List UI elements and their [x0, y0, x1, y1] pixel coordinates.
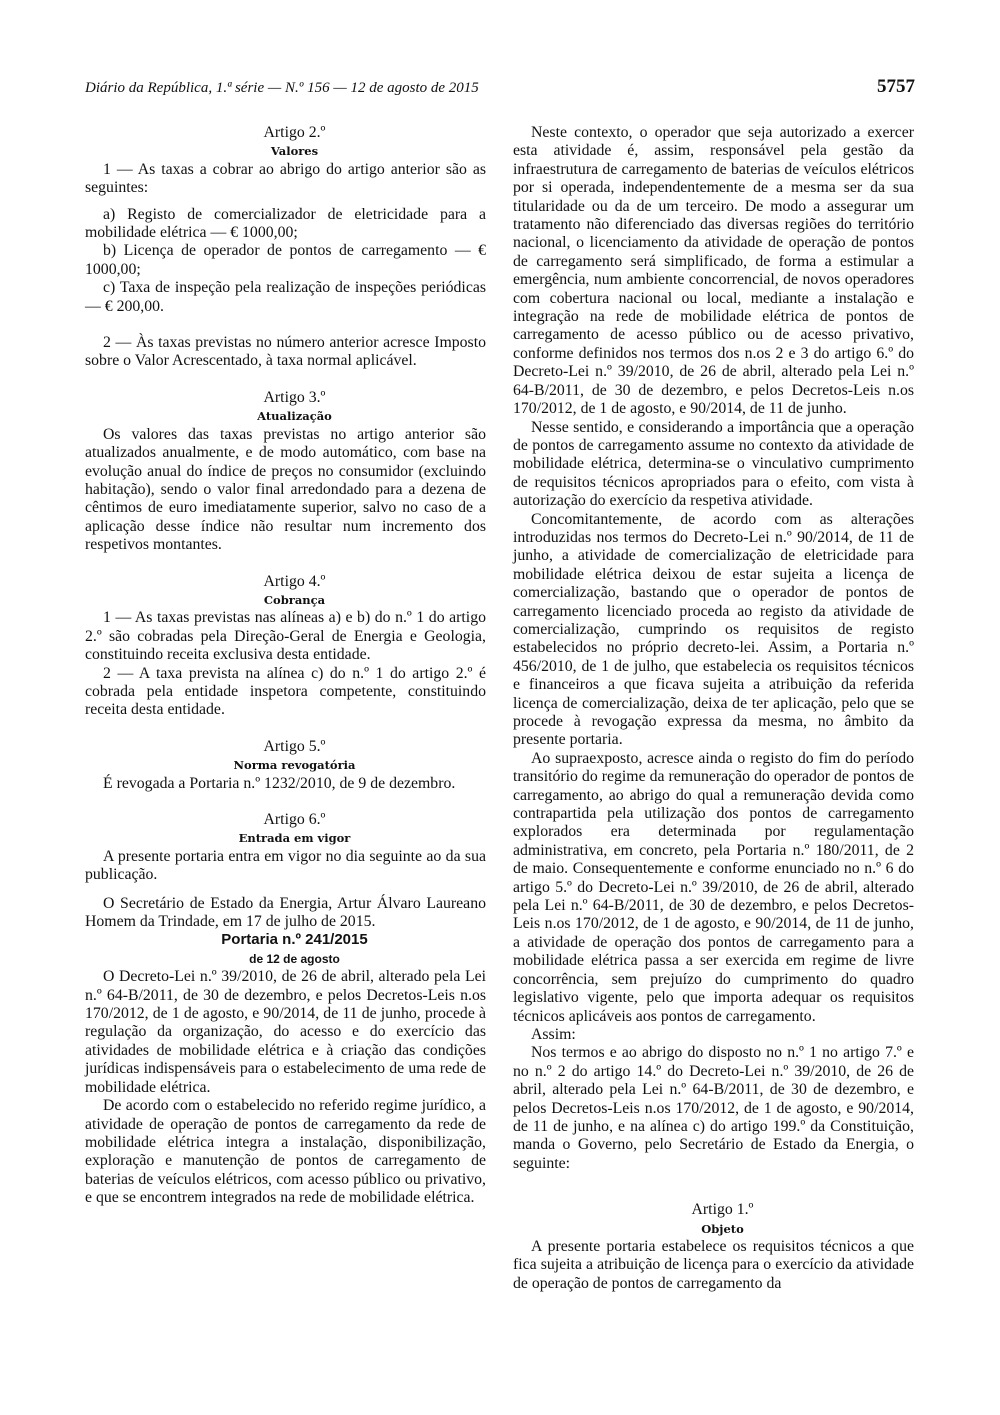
portaria-date: de 12 de agosto — [249, 951, 340, 966]
paragraph: De acordo com o estabelecido no referido regime jurídico, a atividade de operação de pontos de carregamento da rede de mobilidade elétrica integra a instalação, disponibilização, exploração e manutenção de pontos de carregamento de baterias de veículos elétricos, com acesso público ou privativo, e que se encontrem integrados na rede de mobilidade elétrica. — [85, 1097, 486, 1207]
left-column — [85, 124, 486, 1208]
signature-paragraph: O Secretário de Estado da Energia, Artur Álvaro Laureano Homem da Trindade, em 17 de julho de 2015. — [85, 894, 486, 931]
paragraph: Assim: — [531, 1025, 576, 1043]
paragraph: A presente portaria estabelece os requisitos técnicos a que fica sujeita a atribuição de licença para o exercício da atividade de operação de pontos de carregamento da — [513, 1237, 914, 1292]
paragraph: 1 — As taxas previstas nas alíneas a) e b) do n.º 1 do artigo 2.º são cobradas pela Direção-Geral de Energia e Geologia, constituindo receita exclusiva desta entidade. — [85, 609, 486, 664]
article-heading: Artigo 2.º — [263, 124, 326, 141]
page-header — [85, 76, 915, 104]
list-item: b) Licença de operador de pontos de carregamento — € 1000,00; — [85, 242, 486, 278]
article-title: Atualização — [257, 409, 332, 424]
article-heading: Artigo 4.º — [263, 572, 326, 590]
article-heading: Artigo 5.º — [263, 737, 326, 755]
paragraph: É revogada a Portaria n.º 1232/2010, de 9 de dezembro. — [103, 774, 456, 792]
article-title: Valores — [270, 144, 319, 159]
journal-title: Diário da República, 1.ª série — N.º 156 — 12 de agosto de 2015 — [85, 80, 479, 96]
article-heading: Artigo 6.º — [263, 811, 326, 828]
paragraph: O Decreto-Lei n.º 39/2010, de 26 de abril, alterado pela Lei n.º 64-B/2011, de 30 de dezembro, e pelos Decretos-Leis n.os 170/2012, de 1 de agosto, e 90/2014, de 11 de junho, procede à regulação da organização, do acesso e do exercício das atividades de mobilidade elétrica e à criação das condições jurídicas indispensáveis para o estabelecimento de uma rede de mobilidade elétrica. — [85, 968, 486, 1096]
paragraph: Ao supraexposto, acresce ainda o registo do fim do período transitório do regime da remuneração do operador de pontos de carregamento, ao abrigo do qual a remuneração devida como contrapartida pela utilização dos pontos de carregamento explorados era determinada por regulamentação administrativa, em concreto, pela Portaria n.º 180/2011, de 2 de maio. Consequentemente e conforme enunciado no n.º 6 do artigo 5.º do Decreto-Lei n.º 39/2010, de 26 de abril, alterado pela Lei n.º 64-B/2011, de 30 de dezembro, e pelos Decretos-Leis n.os 170/2012, de 1 de agosto, e 90/2014, de 11 de junho, a atividade de operação dos pontos de carregamento para a mobilidade elétrica passa a ser exercida em regime de livre concorrência, sem prejuízo do cumprimento do quadro legislativo vigente, pelo que importa adequar os requisitos técnicos aplicáveis aos pontos de carregamento. — [513, 749, 914, 1025]
article-title: Norma revogatória — [233, 758, 356, 773]
page-number: 5757 — [877, 76, 915, 97]
paragraph: 2 — Às taxas previstas no número anterior acresce Imposto sobre o Valor Acrescentado, à taxa normal aplicável. — [85, 334, 486, 370]
article-heading: Artigo 3.º — [263, 388, 326, 406]
article-title: Objeto — [701, 1221, 744, 1236]
article-heading: Artigo 1.º — [691, 1201, 754, 1219]
paragraph: Concomitantemente, de acordo com as alterações introduzidas nos termos do Decreto-Lei n.º 90/2014, de 11 de junho, a atividade de comercialização de eletricidade para mobilidade elétrica deixou de estar sujeita a licença de comercialização, bastando que o operador de pontos de carregamento licenciado proceda ao registo da atividade de comercialização, cumprindo os requisitos de registo estabelecidos no próprio decreto-lei. Assim, a Portaria n.º 456/2010, de 1 de julho, que estabelecia os requisitos técnicos e financeiros a que ficava sujeita a atribuição da referida licença de comercialização, deixa de ter aplicação, pelo que se procede à revogação expressa da mesma, no âmbito da presente portaria. — [513, 510, 914, 749]
portaria-title: Portaria n.º 241/2015 — [221, 931, 368, 949]
article-title: Cobrança — [263, 592, 326, 607]
paragraph: 1 — As taxas a cobrar ao abrigo do artigo anterior são as seguintes: — [85, 160, 486, 197]
article-title: Entrada em vigor — [238, 831, 351, 846]
paragraph: Os valores das taxas previstas no artigo anterior são atualizados anualmente, e de modo automático, com base na evolução anual do índice de preços no consumidor (excluindo habitação), sendo o valor final arredondado para a dezena de cêntimos de euro imediatamente superior, salvo no caso de a aplicação desse índice não resultar num incremento dos respetivos montantes. — [85, 425, 486, 554]
list-item: c) Taxa de inspeção pela realização de inspeções periódicas — € 200,00. — [85, 279, 486, 315]
paragraph: Nesse sentido, e considerando a importância que a operação de pontos de carregamento assume no contexto da atividade de mobilidade elétrica, determina-se o vinculativo cumprimento de requisitos técnicos apropriados para o efeito, com vista à autorização do exercício da respetiva atividade. — [513, 418, 914, 510]
paragraph: Neste contexto, o operador que seja autorizado a exercer esta atividade é, assim, responsável pela gestão da infraestrutura de carregamento de baterias de veículos elétricos por si operada, independentemente de a mesma ser da sua titularidade ou da de um terceiro. De modo a assegurar um tratamento não diferenciado das diversas regiões do território nacional, o licenciamento da atividade de operação de pontos de carregamento será simplificado, de forma a estimular a emergência, num ambiente concorrencial, de novos operadores com cobertura nacional ou local, mediante a instalação e integração na rede de mobilidade elétrica de pontos de carregamento de acesso público ou de acesso privativo, conforme definidos nos termos dos n.os 2 e 3 do artigo 6.º do Decreto-Lei n.º 39/2010, de 26 de abril, alterado pela Lei n.º 64-B/2011, de 30 de dezembro, e pelos Decretos-Leis n.os 170/2012, de 1 de agosto, e 90/2014, de 11 de junho. — [513, 124, 914, 418]
paragraph: Nos termos e ao abrigo do disposto no n.º 1 no artigo 7.º e no n.º 2 do artigo 14.º do Decreto-Lei n.º 39/2010, de 26 de abril, alterado pela Lei n.º 64-B/2011, de 30 de dezembro, e pelos Decretos-Leis n.os 170/2012, de 1 de agosto, e 90/2014, de 11 de junho, e na alínea c) do artigo 199.º da Constituição, manda o Governo, pelo Secretário de Estado da Energia, o seguinte: — [513, 1044, 914, 1172]
list-item: a) Registo de comercializador de eletricidade para a mobilidade elétrica — € 1000,00; — [85, 205, 486, 242]
paragraph: A presente portaria entra em vigor no dia seguinte ao da sua publicação. — [85, 847, 486, 884]
paragraph: 2 — A taxa prevista na alínea c) do n.º 1 do artigo 2.º é cobrada pela entidade inspetora competente, constituindo receita desta entidade. — [85, 664, 486, 719]
right-column — [513, 124, 914, 1293]
